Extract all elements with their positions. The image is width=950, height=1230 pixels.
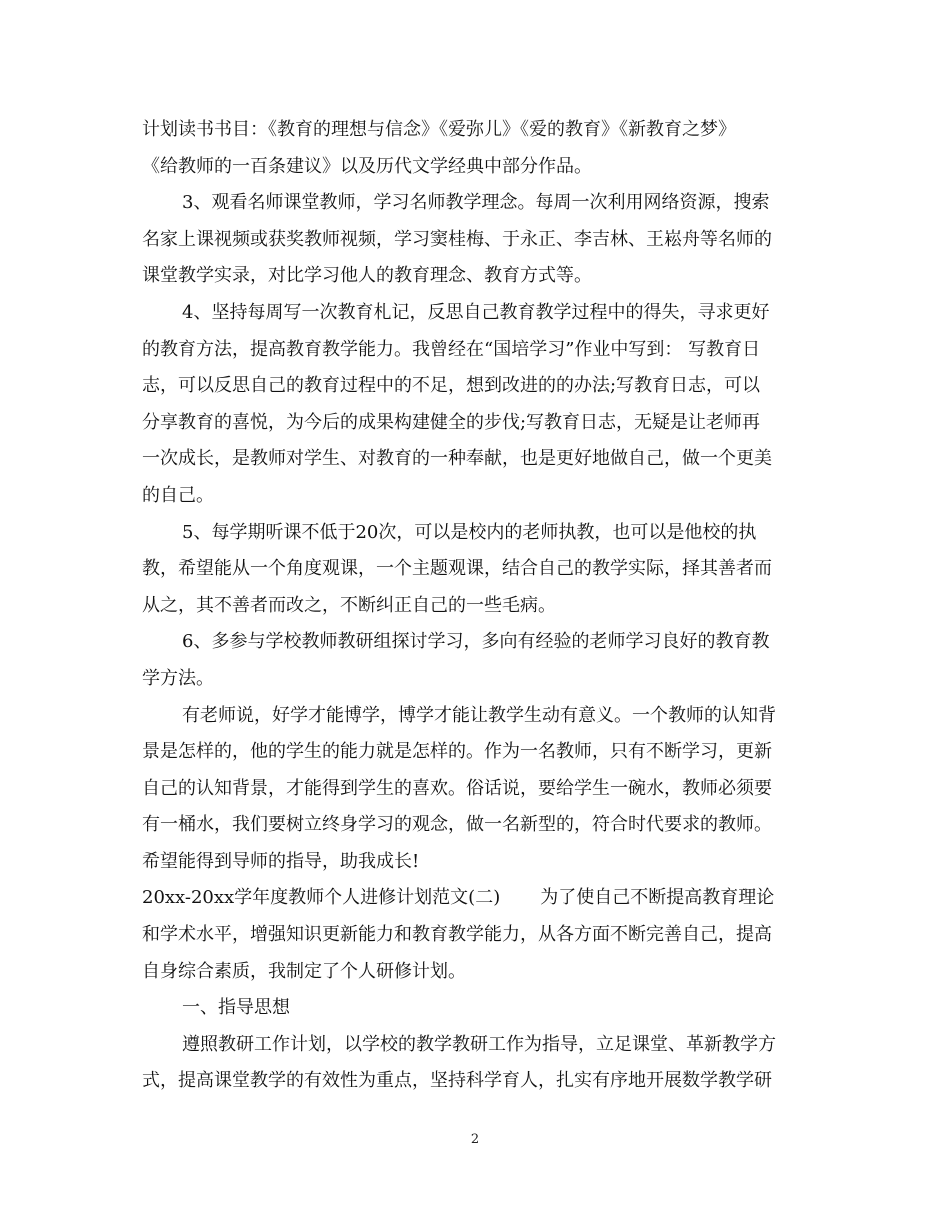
- text-line: 分享教育的喜悦，为今后的成果构建健全的步伐;写教育日志，无疑是让老师再: [142, 411, 761, 433]
- text-line: 的教育方法，提高教育教学能力。我曾经在“国培学习”作业中写到： 写教育日: [142, 338, 761, 360]
- text-line: 3、观看名师课堂教师，学习名师教学理念。每周一次利用网络资源，搜索: [182, 192, 770, 214]
- text-line: 志，可以反思自己的教育过程中的不足，想到改进的的办法;写教育日志，可以: [142, 375, 761, 397]
- page-number: 2: [470, 1132, 480, 1147]
- text-line: 遵照教研工作计划，以学校的教学教研工作为指导，立足课堂、革新教学方: [182, 1033, 776, 1055]
- text-line: 学方法。: [142, 667, 214, 689]
- text-line: 希望能得到导师的指导，助我成长!: [142, 850, 420, 872]
- section-heading: 一、指导思想: [182, 997, 290, 1019]
- text-line: 自身综合素质，我制定了个人研修计划。: [142, 960, 466, 982]
- text-line: 和学术水平，增强知识更新能力和教育教学能力，从各方面不断完善自己，提高: [142, 924, 772, 946]
- text-line: 自己的认知背景，才能得到学生的喜欢。俗话说，要给学生一碗水，教师必须要: [142, 777, 772, 799]
- text-line: 式，提高课堂教学的有效性为重点，坚持科学育人，扎实有序地开展数学教学研: [142, 1070, 772, 1092]
- text-line: 5、每学期听课不低于20次，可以是校内的老师执教，也可以是他校的执: [182, 521, 757, 543]
- text-line: 计划读书书目：《教育的理想与信念》《爱弥儿》《爱的教育》《新教育之梦》: [142, 119, 736, 140]
- text-line: 名家上课视频或获奖教师视频，学习窦桂梅、于永正、李吉林、王崧舟等名师的: [142, 228, 772, 250]
- text-line: 6、多参与学校教师教研组探讨学习，多向有经验的老师学习良好的教育教: [182, 631, 770, 653]
- text-line: 教，希望能从一个角度观课，一个主题观课，结合自己的教学实际，择其善者而: [142, 558, 772, 580]
- text-line: 有一桶水，我们要树立终身学习的观念，做一名新型的，符合时代要求的教师。: [142, 814, 772, 836]
- text-line: 的自己。: [142, 484, 214, 506]
- text-line: 从之，其不善者而改之，不断纠正自己的一些毛病。: [142, 594, 556, 616]
- text-line: 《给教师的一百条建议》以及历代文学经典中部分作品。: [142, 155, 592, 177]
- text-line: 4、坚持每周写一次教育札记，反思自己教育教学过程中的得失，寻求更好: [182, 301, 770, 323]
- text-line: 一次成长，是教师对学生、对教育的一种奉献，也是更好地做自己，做一个更美: [142, 448, 772, 470]
- text-line: 景是怎样的，他的学生的能力就是怎样的。作为一名教师，只有不断学习，更新: [142, 741, 772, 763]
- text-line: 有老师说，好学才能博学，博学才能让教学生动有意义。一个教师的认知背: [182, 704, 776, 726]
- text-line: 课堂教学实录，对比学习他人的教育理念、教育方式等。: [142, 265, 592, 287]
- document-body: [142, 112, 808, 1100]
- text-line: 20xx-20xx学年度教师个人进修计划范文(二) 为了使自己不断提高教育理论: [142, 887, 775, 909]
